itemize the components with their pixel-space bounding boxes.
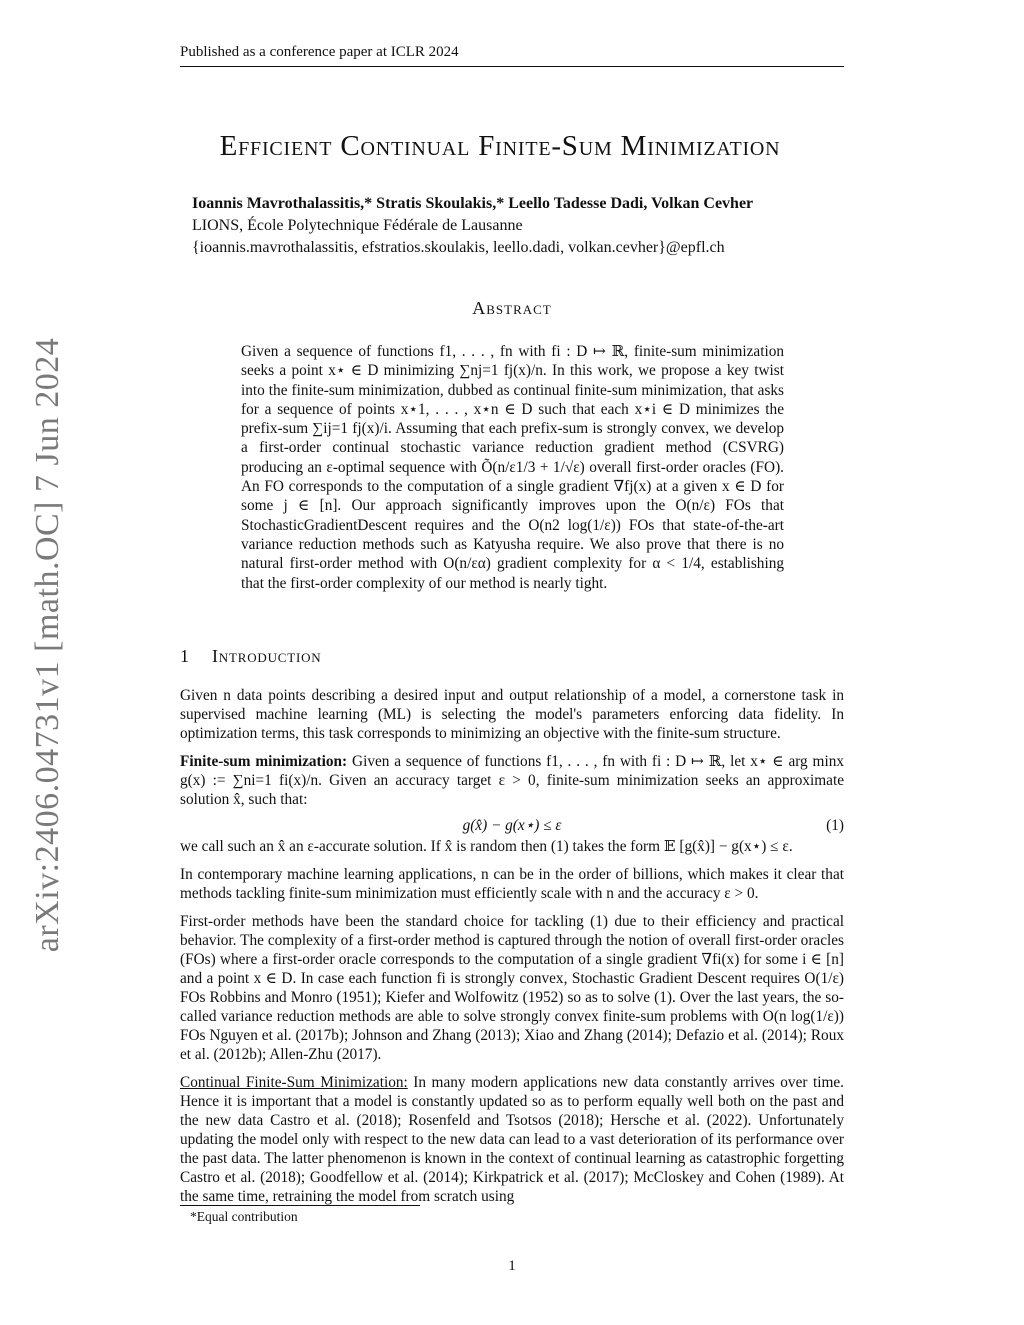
paragraph-text: Given a sequence of functions f1, . . . , fn with fi : D ↦ ℝ, let x⋆ ∈ arg minx g(x) := ∑ni=1 fi(x)/n. Given an accuracy target ε > 0, finite-sum minimization seeks an approximate solution x̂, such that: (180, 753, 845, 808)
footnote: *Equal contribution (190, 1209, 298, 1224)
author-block (192, 193, 753, 259)
paragraph-lead: Continual Finite-Sum Minimization: (180, 1074, 408, 1091)
header-rule (180, 66, 844, 67)
abstract-text: Given a sequence of functions f1, . . . , fn with fi : D ↦ ℝ, finite-sum minimization seeks a point x⋆ ∈ D minimizing ∑nj=1 fj(x)/n. In this work, we propose a key twist into the finite-sum minimization, dubbed as continual finite-sum minimization, that asks for a sequence of points x⋆1, . . . , x⋆n ∈ D such that each x⋆i ∈ D minimizes the prefix-sum ∑ij=1 fj(x)/i. Assuming that each prefix-sum is strongly convex, we develop a first-order continual stochastic variance reduction gradient method (CSVRG) producing an ε-optimal sequence with Õ(n/ε1/3 + 1/√ε) overall first-order oracles (FO). An FO corresponds to the computation of a single gradient ∇fj(x) at a given x ∈ D for some j ∈ [n]. Our approach significantly improves upon the O(n/ε) FOs that StochasticGradientDescent requires and the O(n2 log(1/ε)) FOs that state-of-the-art variance reduction methods such as Katyusha require. We also prove that there is no natural first-order method with O(n/εα) gradient complexity for α < 1/4, establishing that the first-order complexity of our method is nearly tight. (241, 343, 784, 592)
section-number: 1 (180, 646, 189, 666)
paragraph-scale: In contemporary machine learning applications, n can be in the order of billions, which makes it clear that methods tackling finite-sum minimization must efficiently scale with n and the accuracy ε > 0. (180, 866, 844, 902)
paragraph-text: In many modern applications new data constantly arrives over time. Hence it is important that a model is constantly updated so as to perform equally well both on the past and the new data Castro et al. (2018); Rosenfeld and Tsotsos (2018); Hersche et al. (2022). Unfortunately updating the model only with respect to the new data can lead to a vast deterioration of its performance over the past data. The latter phenomenon is known in the context of continual learning as catastrophic forgetting Castro et al. (2018); Goodfellow et al. (2014); Kirkpatrick et al. (2017); McCloskey and Cohen (1989). At the same time, retraining the model from scratch using (180, 1074, 844, 1205)
paper-title: Efficient Continual Finite-Sum Minimization (219, 130, 781, 162)
body-text (180, 686, 844, 1215)
footnote-rule (180, 1205, 420, 1206)
section-heading (180, 646, 321, 667)
paragraph-accurate: we call such an x̂ an ε-accurate solution. If x̂ is random then (1) takes the form 𝔼 [g(x̂)] − g(x⋆) ≤ ε. (180, 838, 793, 855)
equation-body: g(x̂) − g(x⋆) ≤ ε (462, 817, 562, 834)
page-number: 1 (508, 1258, 516, 1274)
running-header: Published as a conference paper at ICLR 2024 (180, 44, 459, 60)
abstract-heading: Abstract (472, 298, 552, 318)
arxiv-stamp: arXiv:2406.04731v1 [math.OC] 7 Jun 2024 (29, 337, 66, 953)
affiliation: LIONS, École Polytechnique Fédérale de Lausanne (192, 217, 523, 234)
author-emails: {ioannis.mavrothalassitis, efstratios.skoulakis, leello.dadi, volkan.cevher}@epfl.ch (192, 239, 725, 256)
paragraph-continual (180, 1073, 844, 1206)
equation-1 (180, 816, 844, 835)
author-names: Ioannis Mavrothalassitis,* Stratis Skoulakis,* Leello Tadesse Dadi, Volkan Cevher (192, 195, 754, 212)
equation-number: (1) (826, 817, 844, 834)
section-title: Introduction (212, 646, 322, 666)
paragraph-first-order: First-order methods have been the standard choice for tackling (1) due to their efficiency and practical behavior. The complexity of a first-order method is captured through the notion of overall first-order oracles (FOs) where a first-order oracle corresponds to the computation of a single gradient ∇fi(x) for some i ∈ [n] and a point x ∈ D. In case each function fi is strongly convex, Stochastic Gradient Descent requires O(1/ε) FOs Robbins and Monro (1951); Kiefer and Wolfowitz (1952) so as to solve (1). Over the last years, the so-called variance reduction methods are able to solve strongly convex finite-sum problems with O(n log(1/ε)) FOs Nguyen et al. (2017b); Johnson and Zhang (2013); Xiao and Zhang (2014); Defazio et al. (2014); Roux et al. (2012b); Allen-Zhu (2017). (180, 913, 844, 1063)
paragraph-lead: Finite-sum minimization: (180, 753, 348, 770)
paragraph-finite-sum (180, 752, 844, 809)
paragraph-intro: Given n data points describing a desired input and output relationship of a model, a cornerstone task in supervised machine learning (ML) is selecting the model's parameters enforcing data fidelity. In optimization terms, this task corresponds to minimizing an objective with the finite-sum structure. (180, 687, 844, 742)
